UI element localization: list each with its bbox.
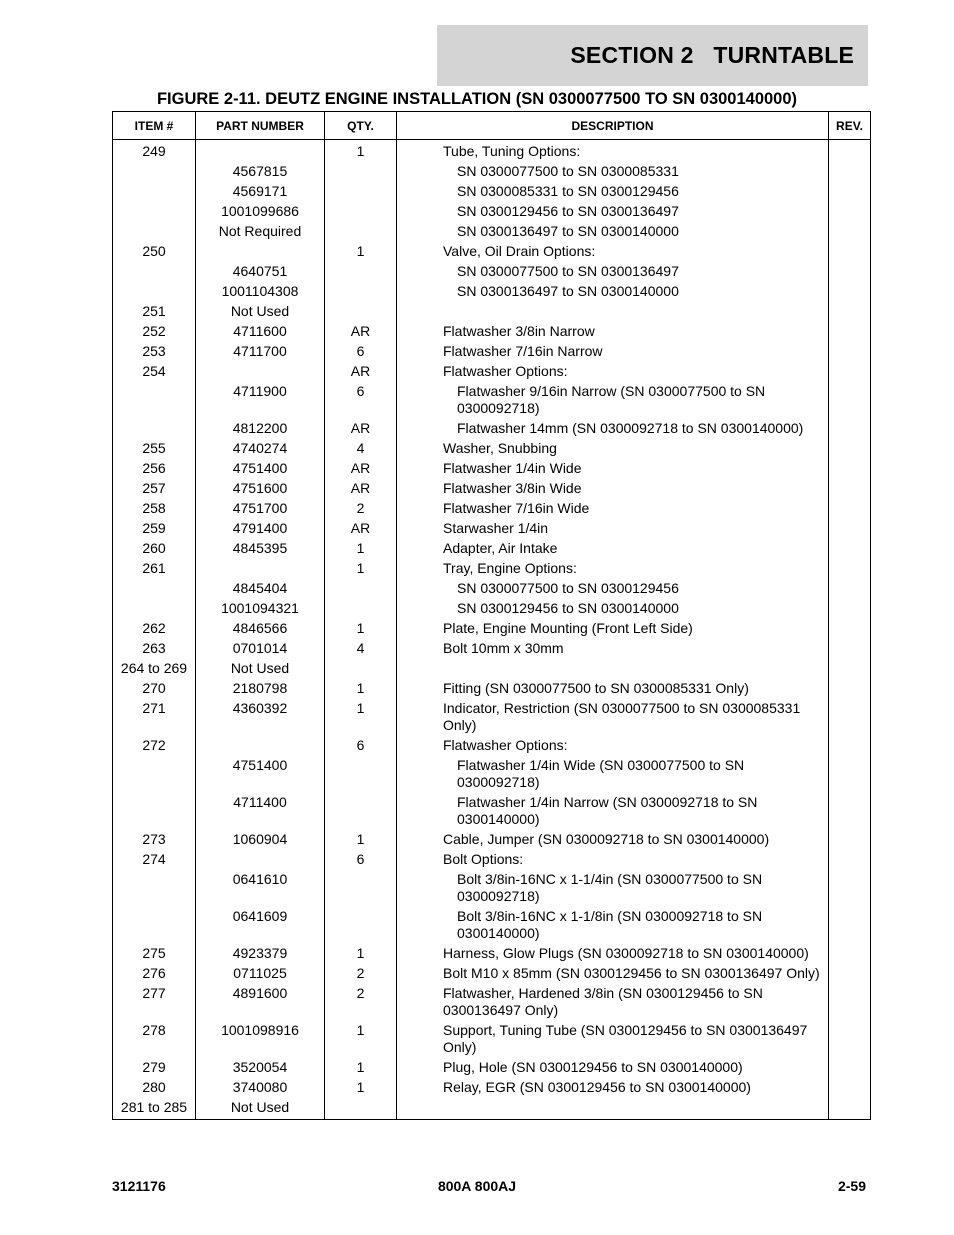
revision-cell bbox=[829, 698, 871, 735]
quantity-cell: AR bbox=[325, 321, 397, 341]
description-cell bbox=[397, 1097, 829, 1120]
part-number-cell: 4711400 bbox=[196, 792, 325, 829]
item-number-cell: 281 to 285 bbox=[113, 1097, 196, 1120]
revision-cell bbox=[829, 1097, 871, 1120]
quantity-cell: 1 bbox=[325, 140, 397, 162]
quantity-cell bbox=[325, 792, 397, 829]
item-number-cell: 259 bbox=[113, 518, 196, 538]
revision-cell bbox=[829, 201, 871, 221]
description-cell: Starwasher 1/4in bbox=[397, 518, 829, 538]
table-row bbox=[113, 638, 871, 658]
description-cell: Flatwasher Options: bbox=[397, 735, 829, 755]
description-cell: Flatwasher 7/16in Narrow bbox=[397, 341, 829, 361]
description-cell: Plug, Hole (SN 0300129456 to SN 0300140000) bbox=[397, 1057, 829, 1077]
description-cell: Indicator, Restriction (SN 0300077500 to SN 0300085331 Only) bbox=[397, 698, 829, 735]
part-number-cell bbox=[196, 361, 325, 381]
item-number-cell: 272 bbox=[113, 735, 196, 755]
quantity-cell: 6 bbox=[325, 381, 397, 418]
part-number-cell: Not Required bbox=[196, 221, 325, 241]
quantity-cell bbox=[325, 221, 397, 241]
item-number-cell: 262 bbox=[113, 618, 196, 638]
footer-doc-number: 3121176 bbox=[112, 1178, 166, 1194]
revision-cell bbox=[829, 618, 871, 638]
table-row bbox=[113, 829, 871, 849]
description-cell: Cable, Jumper (SN 0300092718 to SN 0300140000) bbox=[397, 829, 829, 849]
part-number-cell bbox=[196, 140, 325, 162]
col-header-rev: REV. bbox=[829, 112, 871, 140]
description-cell: Bolt M10 x 85mm (SN 0300129456 to SN 0300136497 Only) bbox=[397, 963, 829, 983]
revision-cell bbox=[829, 301, 871, 321]
part-number-cell: 4711600 bbox=[196, 321, 325, 341]
part-number-cell: 1001099686 bbox=[196, 201, 325, 221]
part-number-cell: 0641609 bbox=[196, 906, 325, 943]
col-header-part-number: PART NUMBER bbox=[196, 112, 325, 140]
item-number-cell: 251 bbox=[113, 301, 196, 321]
revision-cell bbox=[829, 1020, 871, 1057]
part-number-cell bbox=[196, 735, 325, 755]
quantity-cell: 6 bbox=[325, 735, 397, 755]
description-cell: SN 0300136497 to SN 0300140000 bbox=[397, 281, 829, 301]
table-row bbox=[113, 963, 871, 983]
description-cell: SN 0300129456 to SN 0300136497 bbox=[397, 201, 829, 221]
part-number-cell: 2180798 bbox=[196, 678, 325, 698]
table-row bbox=[113, 418, 871, 438]
description-cell bbox=[397, 658, 829, 678]
revision-cell bbox=[829, 241, 871, 261]
part-number-cell: 4891600 bbox=[196, 983, 325, 1020]
item-number-cell bbox=[113, 869, 196, 906]
part-number-cell: 4640751 bbox=[196, 261, 325, 281]
revision-cell bbox=[829, 261, 871, 281]
item-number-cell: 275 bbox=[113, 943, 196, 963]
item-number-cell: 278 bbox=[113, 1020, 196, 1057]
table-row bbox=[113, 161, 871, 181]
revision-cell bbox=[829, 869, 871, 906]
part-number-cell: 0701014 bbox=[196, 638, 325, 658]
part-number-cell: 4812200 bbox=[196, 418, 325, 438]
table-row bbox=[113, 658, 871, 678]
part-number-cell: 4791400 bbox=[196, 518, 325, 538]
description-cell: SN 0300085331 to SN 0300129456 bbox=[397, 181, 829, 201]
quantity-cell: 1 bbox=[325, 1077, 397, 1097]
table-row bbox=[113, 558, 871, 578]
item-number-cell bbox=[113, 578, 196, 598]
quantity-cell bbox=[325, 658, 397, 678]
part-number-cell: 4711900 bbox=[196, 381, 325, 418]
revision-cell bbox=[829, 221, 871, 241]
item-number-cell: 276 bbox=[113, 963, 196, 983]
revision-cell bbox=[829, 598, 871, 618]
part-number-cell: 4740274 bbox=[196, 438, 325, 458]
item-number-cell bbox=[113, 201, 196, 221]
item-number-cell: 280 bbox=[113, 1077, 196, 1097]
item-number-cell: 277 bbox=[113, 983, 196, 1020]
quantity-cell bbox=[325, 261, 397, 281]
item-number-cell: 270 bbox=[113, 678, 196, 698]
revision-cell bbox=[829, 181, 871, 201]
description-cell: Flatwasher 3/8in Narrow bbox=[397, 321, 829, 341]
part-number-cell: 0711025 bbox=[196, 963, 325, 983]
revision-cell bbox=[829, 361, 871, 381]
part-number-cell: 4846566 bbox=[196, 618, 325, 638]
item-number-cell: 253 bbox=[113, 341, 196, 361]
description-cell: Relay, EGR (SN 0300129456 to SN 0300140000) bbox=[397, 1077, 829, 1097]
item-number-cell bbox=[113, 181, 196, 201]
quantity-cell: 1 bbox=[325, 943, 397, 963]
part-number-cell: 4923379 bbox=[196, 943, 325, 963]
part-number-cell: Not Used bbox=[196, 1097, 325, 1120]
quantity-cell: 1 bbox=[325, 538, 397, 558]
table-header-row bbox=[113, 112, 871, 140]
quantity-cell bbox=[325, 1097, 397, 1120]
description-cell: Flatwasher 1/4in Narrow (SN 0300092718 to SN 0300140000) bbox=[397, 792, 829, 829]
quantity-cell: 1 bbox=[325, 558, 397, 578]
revision-cell bbox=[829, 755, 871, 792]
item-number-cell: 256 bbox=[113, 458, 196, 478]
revision-cell bbox=[829, 849, 871, 869]
item-number-cell: 274 bbox=[113, 849, 196, 869]
revision-cell bbox=[829, 518, 871, 538]
part-number-cell: 4751400 bbox=[196, 755, 325, 792]
quantity-cell: 4 bbox=[325, 438, 397, 458]
description-cell: Valve, Oil Drain Options: bbox=[397, 241, 829, 261]
part-number-cell: 4360392 bbox=[196, 698, 325, 735]
table-row bbox=[113, 1020, 871, 1057]
table-row bbox=[113, 678, 871, 698]
description-cell: Flatwasher 7/16in Wide bbox=[397, 498, 829, 518]
section-title: SECTION 2 TURNTABLE bbox=[570, 42, 854, 68]
item-number-cell bbox=[113, 418, 196, 438]
table-row bbox=[113, 618, 871, 638]
item-number-cell: 252 bbox=[113, 321, 196, 341]
table-row bbox=[113, 578, 871, 598]
item-number-cell bbox=[113, 906, 196, 943]
description-cell: Bolt 10mm x 30mm bbox=[397, 638, 829, 658]
table-row bbox=[113, 181, 871, 201]
description-cell: Flatwasher, Hardened 3/8in (SN 0300129456 to SN 0300136497 Only) bbox=[397, 983, 829, 1020]
revision-cell bbox=[829, 578, 871, 598]
quantity-cell: AR bbox=[325, 361, 397, 381]
quantity-cell: 6 bbox=[325, 849, 397, 869]
item-number-cell: 263 bbox=[113, 638, 196, 658]
revision-cell bbox=[829, 678, 871, 698]
table-row bbox=[113, 381, 871, 418]
quantity-cell: 6 bbox=[325, 341, 397, 361]
quantity-cell bbox=[325, 578, 397, 598]
description-cell bbox=[397, 301, 829, 321]
part-number-cell: 4567815 bbox=[196, 161, 325, 181]
table-row bbox=[113, 849, 871, 869]
quantity-cell: 1 bbox=[325, 1057, 397, 1077]
item-number-cell: 264 to 269 bbox=[113, 658, 196, 678]
table-row bbox=[113, 869, 871, 906]
quantity-cell: 1 bbox=[325, 698, 397, 735]
table-row bbox=[113, 735, 871, 755]
quantity-cell bbox=[325, 755, 397, 792]
table-row bbox=[113, 1097, 871, 1120]
revision-cell bbox=[829, 140, 871, 162]
item-number-cell bbox=[113, 221, 196, 241]
table-row bbox=[113, 755, 871, 792]
item-number-cell bbox=[113, 598, 196, 618]
revision-cell bbox=[829, 943, 871, 963]
item-number-cell bbox=[113, 261, 196, 281]
description-cell: Plate, Engine Mounting (Front Left Side) bbox=[397, 618, 829, 638]
item-number-cell bbox=[113, 281, 196, 301]
item-number-cell bbox=[113, 381, 196, 418]
table-row bbox=[113, 438, 871, 458]
revision-cell bbox=[829, 478, 871, 498]
item-number-cell: 258 bbox=[113, 498, 196, 518]
revision-cell bbox=[829, 963, 871, 983]
table-row bbox=[113, 478, 871, 498]
description-cell: Bolt Options: bbox=[397, 849, 829, 869]
quantity-cell: AR bbox=[325, 418, 397, 438]
table-row bbox=[113, 538, 871, 558]
part-number-cell: 4845404 bbox=[196, 578, 325, 598]
quantity-cell bbox=[325, 301, 397, 321]
revision-cell bbox=[829, 458, 871, 478]
table-row bbox=[113, 1077, 871, 1097]
description-cell: Flatwasher 14mm (SN 0300092718 to SN 0300140000) bbox=[397, 418, 829, 438]
figure-title: FIGURE 2-11. DEUTZ ENGINE INSTALLATION (SN 0300077500 TO SN 0300140000) bbox=[156, 90, 798, 108]
description-cell: Bolt 3/8in-16NC x 1-1/8in (SN 0300092718 to SN 0300140000) bbox=[397, 906, 829, 943]
quantity-cell bbox=[325, 869, 397, 906]
table-row bbox=[113, 458, 871, 478]
item-number-cell bbox=[113, 161, 196, 181]
description-cell: Harness, Glow Plugs (SN 0300092718 to SN 0300140000) bbox=[397, 943, 829, 963]
quantity-cell: AR bbox=[325, 458, 397, 478]
table-row bbox=[113, 1057, 871, 1077]
description-cell: Flatwasher Options: bbox=[397, 361, 829, 381]
item-number-cell: 261 bbox=[113, 558, 196, 578]
description-cell: Adapter, Air Intake bbox=[397, 538, 829, 558]
table-row bbox=[113, 321, 871, 341]
description-cell: Fitting (SN 0300077500 to SN 0300085331 Only) bbox=[397, 678, 829, 698]
table-row bbox=[113, 301, 871, 321]
part-number-cell: 3520054 bbox=[196, 1057, 325, 1077]
quantity-cell bbox=[325, 181, 397, 201]
revision-cell bbox=[829, 906, 871, 943]
description-cell: SN 0300077500 to SN 0300129456 bbox=[397, 578, 829, 598]
item-number-cell: 250 bbox=[113, 241, 196, 261]
parts-table bbox=[112, 111, 871, 1120]
revision-cell bbox=[829, 1077, 871, 1097]
part-number-cell bbox=[196, 241, 325, 261]
quantity-cell bbox=[325, 598, 397, 618]
table-row bbox=[113, 983, 871, 1020]
revision-cell bbox=[829, 418, 871, 438]
table-row bbox=[113, 241, 871, 261]
table-row bbox=[113, 906, 871, 943]
quantity-cell: 1 bbox=[325, 829, 397, 849]
quantity-cell: 2 bbox=[325, 983, 397, 1020]
revision-cell bbox=[829, 658, 871, 678]
table-row bbox=[113, 792, 871, 829]
description-cell: SN 0300136497 to SN 0300140000 bbox=[397, 221, 829, 241]
revision-cell bbox=[829, 498, 871, 518]
item-number-cell bbox=[113, 755, 196, 792]
part-number-cell: 1001104308 bbox=[196, 281, 325, 301]
table-row bbox=[113, 698, 871, 735]
footer-page-number: 2-59 bbox=[837, 1178, 866, 1194]
revision-cell bbox=[829, 735, 871, 755]
table-row bbox=[113, 598, 871, 618]
table-row bbox=[113, 518, 871, 538]
quantity-cell: 1 bbox=[325, 241, 397, 261]
section-header bbox=[437, 25, 868, 86]
revision-cell bbox=[829, 438, 871, 458]
description-cell: SN 0300077500 to SN 0300085331 bbox=[397, 161, 829, 181]
revision-cell bbox=[829, 341, 871, 361]
part-number-cell: 3740080 bbox=[196, 1077, 325, 1097]
part-number-cell: Not Used bbox=[196, 301, 325, 321]
part-number-cell: 4569171 bbox=[196, 181, 325, 201]
description-cell: Bolt 3/8in-16NC x 1-1/4in (SN 0300077500 to SN 0300092718) bbox=[397, 869, 829, 906]
col-header-qty: QTY. bbox=[325, 112, 397, 140]
col-header-item: ITEM # bbox=[113, 112, 196, 140]
part-number-cell: 4751700 bbox=[196, 498, 325, 518]
description-cell: Flatwasher 3/8in Wide bbox=[397, 478, 829, 498]
quantity-cell: 2 bbox=[325, 963, 397, 983]
col-header-description: DESCRIPTION bbox=[397, 112, 829, 140]
table-row bbox=[113, 341, 871, 361]
description-cell: Support, Tuning Tube (SN 0300129456 to SN 0300136497 Only) bbox=[397, 1020, 829, 1057]
description-cell: Tube, Tuning Options: bbox=[397, 140, 829, 162]
revision-cell bbox=[829, 281, 871, 301]
revision-cell bbox=[829, 829, 871, 849]
footer-model: 800A 800AJ bbox=[437, 1178, 517, 1194]
table-row bbox=[113, 943, 871, 963]
item-number-cell: 257 bbox=[113, 478, 196, 498]
part-number-cell: 1060904 bbox=[196, 829, 325, 849]
part-number-cell: Not Used bbox=[196, 658, 325, 678]
table-row bbox=[113, 261, 871, 281]
table-body bbox=[113, 140, 871, 1120]
part-number-cell: 4751400 bbox=[196, 458, 325, 478]
part-number-cell: 4711700 bbox=[196, 341, 325, 361]
part-number-cell: 1001094321 bbox=[196, 598, 325, 618]
revision-cell bbox=[829, 558, 871, 578]
item-number-cell: 279 bbox=[113, 1057, 196, 1077]
part-number-cell: 1001098916 bbox=[196, 1020, 325, 1057]
item-number-cell: 249 bbox=[113, 140, 196, 162]
table-row bbox=[113, 498, 871, 518]
quantity-cell: AR bbox=[325, 478, 397, 498]
quantity-cell: 1 bbox=[325, 1020, 397, 1057]
item-number-cell: 255 bbox=[113, 438, 196, 458]
revision-cell bbox=[829, 983, 871, 1020]
quantity-cell: 1 bbox=[325, 618, 397, 638]
quantity-cell bbox=[325, 161, 397, 181]
item-number-cell: 271 bbox=[113, 698, 196, 735]
revision-cell bbox=[829, 1057, 871, 1077]
table-row bbox=[113, 361, 871, 381]
revision-cell bbox=[829, 792, 871, 829]
revision-cell bbox=[829, 321, 871, 341]
table-row bbox=[113, 281, 871, 301]
revision-cell bbox=[829, 638, 871, 658]
part-number-cell bbox=[196, 558, 325, 578]
revision-cell bbox=[829, 538, 871, 558]
description-cell: Flatwasher 1/4in Wide bbox=[397, 458, 829, 478]
quantity-cell: 2 bbox=[325, 498, 397, 518]
table-row bbox=[113, 201, 871, 221]
description-cell: SN 0300077500 to SN 0300136497 bbox=[397, 261, 829, 281]
part-number-cell: 4751600 bbox=[196, 478, 325, 498]
part-number-cell: 4845395 bbox=[196, 538, 325, 558]
item-number-cell: 273 bbox=[113, 829, 196, 849]
part-number-cell bbox=[196, 849, 325, 869]
quantity-cell: AR bbox=[325, 518, 397, 538]
item-number-cell: 260 bbox=[113, 538, 196, 558]
table-row bbox=[113, 140, 871, 162]
table-row bbox=[113, 221, 871, 241]
quantity-cell: 4 bbox=[325, 638, 397, 658]
quantity-cell bbox=[325, 906, 397, 943]
description-cell: Washer, Snubbing bbox=[397, 438, 829, 458]
description-cell: SN 0300129456 to SN 0300140000 bbox=[397, 598, 829, 618]
description-cell: Flatwasher 9/16in Narrow (SN 0300077500 to SN 0300092718) bbox=[397, 381, 829, 418]
revision-cell bbox=[829, 161, 871, 181]
quantity-cell bbox=[325, 201, 397, 221]
revision-cell bbox=[829, 381, 871, 418]
item-number-cell: 254 bbox=[113, 361, 196, 381]
item-number-cell bbox=[113, 792, 196, 829]
description-cell: Flatwasher 1/4in Wide (SN 0300077500 to SN 0300092718) bbox=[397, 755, 829, 792]
quantity-cell: 1 bbox=[325, 678, 397, 698]
quantity-cell bbox=[325, 281, 397, 301]
description-cell: Tray, Engine Options: bbox=[397, 558, 829, 578]
part-number-cell: 0641610 bbox=[196, 869, 325, 906]
